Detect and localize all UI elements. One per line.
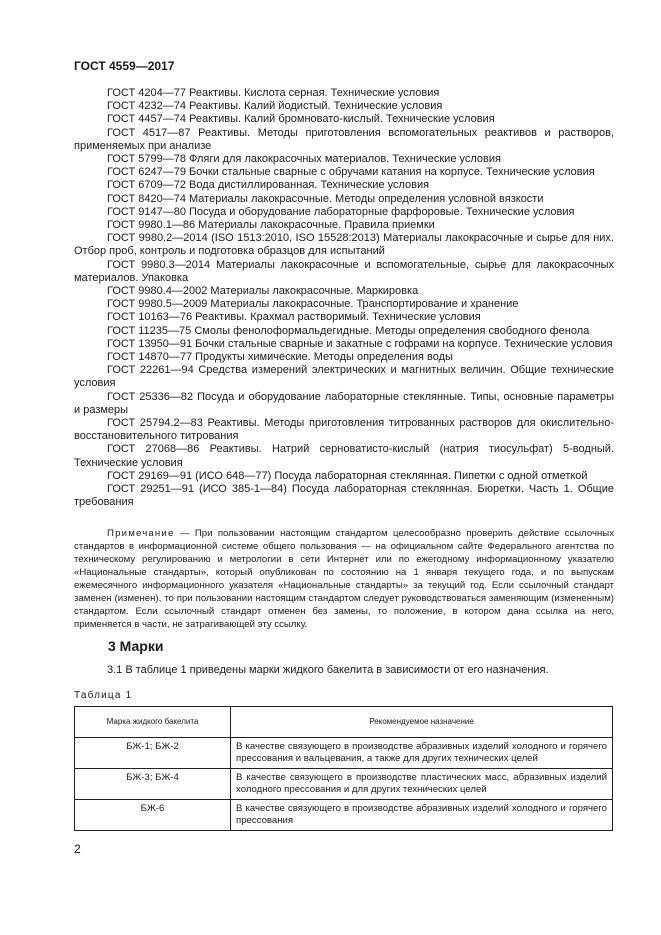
reference-item: ГОСТ 29169—91 (ИСО 648—77) Посуда лабораторная стеклянная. Пипетки с одной отметкой — [107, 469, 588, 482]
table-row — [75, 800, 613, 831]
table-caption: Таблица 1 — [74, 690, 133, 701]
section-paragraph: 3.1 В таблице 1 приведены марки жидкого бакелита в зависимости от его назначения. — [107, 664, 549, 676]
header-grade: Марка жидкого бакелита — [75, 707, 231, 738]
reference-item: ГОСТ 9980.4—2002 Материалы лакокрасочные. Маркировка — [107, 285, 419, 298]
section-title: 3 Марки — [108, 638, 164, 654]
reference-item: ГОСТ 9980.3—2014 Материалы лакокрасочные и вспомогательные, сырье для лакокрасочных материалов. Упаковка — [74, 258, 614, 284]
reference-item: ГОСТ 5799—78 Фляги для лакокрасочных материалов. Технические условия — [107, 153, 501, 166]
table-body — [75, 738, 613, 831]
reference-item: ГОСТ 9980.2—2014 (ISO 1513:2010, ISO 15528:2013) Материалы лакокрасочные и сырье для них. Отбор проб, контроль и подготовка образцов для испытаний — [74, 232, 614, 258]
normative-references-list — [74, 87, 614, 510]
reference-item: ГОСТ 10163—76 Реактивы. Крахмал растворимый. Технические условия — [107, 311, 481, 324]
note-text: — При пользовании настоящим стандартом целесообразно проверить действие ссылочных стандартов в информационной системе общего пользования — на официальном сайте Федерального агентства по техническому регулированию и метрологии в сети Интернет или по ежегодному информационному указателю «Национальные стандарты», который опубликован по состоянию на 1 января текущего года, и по выпускам ежемесячного информационного указателя «Национальные стандарты» за текущий год. Если ссылочный стандарт заменен (изменен), то при пользовании настоящим стандартом следует руководствоваться заменяющим (измененным) стандартом. Если ссылочный стандарт отменен без замены, то положение, в котором дана ссылка на него, применяется в части, не затрагивающей эту ссылку. — [74, 528, 614, 630]
grade-cell: БЖ-1; БЖ-2 — [75, 738, 231, 769]
reference-item: ГОСТ 6709—72 Вода дистиллированная. Технические условия — [107, 179, 430, 192]
reference-item: ГОСТ 8420—74 Материалы лакокрасочные. Методы определения условной вязкости — [107, 192, 544, 205]
reference-item: ГОСТ 9147—80 Посуда и оборудование лабораторные фарфоровые. Технические условия — [107, 205, 575, 218]
grades-table — [74, 706, 613, 831]
reference-item: ГОСТ 4517—87 Реактивы. Методы приготовления вспомогательных реактивов и растворов, применяемых при анализе — [74, 126, 614, 152]
reference-item: ГОСТ 13950—91 Бочки стальные сварные и закатные с гофрами на корпусе. Технические условия — [107, 337, 613, 350]
purpose-cell: В качестве связующего в производстве абразивных изделий холодного и горячего прессования — [231, 800, 613, 831]
reference-item: ГОСТ 29251—91 (ИСО 385-1—84) Посуда лабораторная стеклянная. Бюретки. Часть 1. Общие требования — [74, 483, 614, 509]
reference-item: ГОСТ 4232—74 Реактивы. Калий йодистый. Технические условия — [107, 100, 443, 113]
page-number: 2 — [74, 842, 81, 856]
table-row — [75, 769, 613, 800]
table-row — [75, 738, 613, 769]
table-header-row — [75, 707, 613, 738]
header-purpose: Рекомендуемое назначение — [231, 707, 613, 738]
reference-item: ГОСТ 4457—74 Реактивы. Калий бромновато-кислый. Технические условия — [107, 113, 495, 126]
reference-item: ГОСТ 4204—77 Реактивы. Кислота серная. Технические условия — [107, 87, 440, 99]
reference-item: ГОСТ 25794.2—83 Реактивы. Методы приготовления титрованных растворов для окислительно-восстановительного титрования — [74, 417, 614, 443]
note-label: Примечание — [107, 528, 175, 539]
reference-item: ГОСТ 9980.5—2009 Материалы лакокрасочные. Транспортирование и хранение — [107, 298, 519, 311]
grade-cell: БЖ-3; БЖ-4 — [75, 769, 231, 800]
reference-item: ГОСТ 9980.1—86 Материалы лакокрасочные. Правила приемки — [107, 219, 435, 232]
reference-item: ГОСТ 6247—79 Бочки стальные сварные с обручами катания на корпусе. Технические условия — [107, 166, 595, 179]
document-header: ГОСТ 4559—2017 — [74, 59, 175, 73]
purpose-cell: В качестве связующего в производстве абразивных изделий холодного и горячего прессования и вальцевания, а также для других технических целей — [231, 738, 613, 769]
grade-cell: БЖ-6 — [75, 800, 231, 831]
purpose-cell: В качестве связующего в производстве пластических масс, абразивных изделий холодного прессования и для других технических целей — [231, 769, 613, 800]
reference-item: ГОСТ 11235—75 Смолы фенолоформальдегидные. Методы определения свободного фенола — [107, 324, 590, 337]
reference-item: ГОСТ 22261—94 Средства измерений электрических и магнитных величин. Общие технические условия — [74, 364, 614, 390]
reference-item: ГОСТ 27068—86 Реактивы. Натрий серноватисто-кислый (натрия тиосульфат) 5-водный. Технические условия — [74, 443, 614, 469]
reference-item: ГОСТ 25336—82 Посуда и оборудование лабораторные стеклянные. Типы, основные параметры и размеры — [74, 390, 614, 416]
note-paragraph — [74, 527, 614, 631]
reference-item: ГОСТ 14870—77 Продукты химические. Методы определения воды — [107, 351, 453, 364]
